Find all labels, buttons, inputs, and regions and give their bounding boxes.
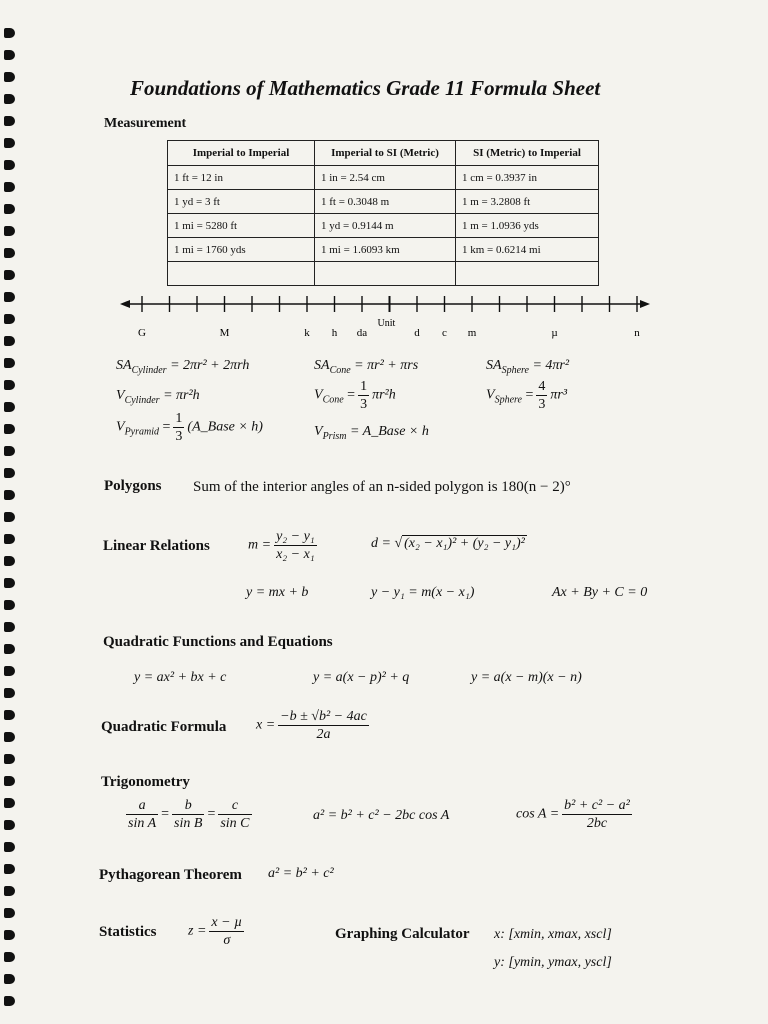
table-cell: 1 mi = 1.6093 km	[315, 238, 456, 262]
formula-cosine-law: a² = b² + c² − 2bc cos A	[313, 808, 450, 823]
measurement-heading: Measurement	[104, 116, 187, 131]
col-si-to-imperial: SI (Metric) to Imperial	[456, 141, 599, 166]
binding-hole	[4, 776, 15, 786]
linear-relations-heading: Linear Relations	[103, 538, 210, 554]
prefix-label: da	[356, 327, 368, 339]
graphing-calculator-heading: Graphing Calculator	[335, 926, 470, 942]
prefix-label: h	[331, 327, 338, 339]
binding-hole	[4, 996, 15, 1006]
col-imperial-to-imperial: Imperial to Imperial	[168, 141, 315, 166]
table-cell	[168, 262, 315, 286]
prefix-label: n	[634, 327, 640, 339]
binding-hole	[4, 94, 15, 104]
prefix-label: G	[138, 327, 146, 339]
formula-point-slope: y − y₁ = m(x − x₁)	[371, 585, 475, 600]
calculator-y-window: y: [ymin, ymax, yscl]	[494, 955, 612, 970]
table-cell	[456, 262, 599, 286]
table-row	[168, 214, 599, 238]
binding-hole	[4, 72, 15, 82]
table-cell: 1 cm = 0.3937 in	[456, 166, 599, 190]
prefix-label: c	[442, 327, 447, 339]
formula-v-cylinder: $V_{Cylinder} = \pi r^2h$	[116, 388, 200, 406]
formula-slope-intercept: y = mx + b	[246, 585, 309, 600]
formula-z-score: z = $\frac{\text{x − µ}}{\sigma}$	[188, 915, 243, 948]
binding-hole	[4, 556, 15, 566]
prefix-label: M	[219, 327, 230, 339]
binding-hole	[4, 930, 15, 940]
formula-distance: d = √ (x₂ − x₁)² + (y₂ − y₁)²	[371, 536, 525, 551]
conversion-table	[167, 140, 599, 286]
binding-hole	[4, 160, 15, 170]
binding-hole	[4, 512, 15, 522]
binding-hole	[4, 710, 15, 720]
binding-hole	[4, 380, 15, 390]
formula-v-pyramid: $V_{Pyramid}$ = $\frac{1}{3}$ (A_Base × h)	[116, 411, 263, 444]
prefix-label: k	[304, 327, 310, 339]
arrow-left-icon	[120, 300, 130, 308]
formula-v-sphere: $V_{Sphere}$ = $\frac{4}{3}$ πr³	[486, 379, 568, 412]
binding-hole	[4, 864, 15, 874]
prefix-label: d	[414, 327, 420, 339]
binding-hole	[4, 116, 15, 126]
table-cell: 1 ft = 0.3048 m	[315, 190, 456, 214]
formula-v-cone: $V_{Cone}$ = $\frac{1}{3}$ πr²h	[314, 379, 396, 412]
formula-sine-law: $\frac{a}{\text{sin A}}$ = $\frac{b}{\text{sin B}}$ = $\frac{c}{\text{sin C}}$	[128, 798, 250, 831]
binding-hole	[4, 248, 15, 258]
binding-hole	[4, 666, 15, 676]
arrow-right-icon	[640, 300, 650, 308]
table-row	[168, 262, 599, 286]
unit-label: Unit	[377, 318, 396, 329]
pythagorean-heading: Pythagorean Theorem	[99, 867, 242, 883]
formula-slope: m = $\frac{\text{y₂ − y₁}}{\text{x₂ − x₁}}$	[248, 529, 315, 562]
spiral-binding-holes	[0, 0, 22, 1024]
formula-factored-form: y = a(x − m)(x − n)	[471, 670, 582, 685]
binding-hole	[4, 226, 15, 236]
formula-general-form: Ax + By + C = 0	[552, 585, 648, 600]
binding-hole	[4, 138, 15, 148]
table-row	[168, 166, 599, 190]
binding-hole	[4, 336, 15, 346]
binding-hole	[4, 886, 15, 896]
binding-hole	[4, 688, 15, 698]
quadratic-functions-heading: Quadratic Functions and Equations	[103, 634, 333, 650]
polygons-text: Sum of the interior angles of an n-sided polygon is 180(n − 2)°	[193, 479, 571, 495]
formula-sa-sphere: $SA_{Sphere} = 4\pi r^2$	[486, 358, 570, 376]
prefix-label: m	[467, 327, 477, 339]
table-row	[168, 190, 599, 214]
binding-hole	[4, 424, 15, 434]
prefix-label: µ	[551, 327, 558, 339]
table-cell: 1 mi = 1760 yds	[168, 238, 315, 262]
binding-hole	[4, 270, 15, 280]
metric-prefix-number-line	[120, 292, 660, 342]
binding-hole	[4, 468, 15, 478]
formula-cosine-angle: cos A = $\frac{\text{b² + c² − a²}}{2bc}$	[516, 798, 630, 831]
binding-hole	[4, 292, 15, 302]
binding-hole	[4, 974, 15, 984]
quadratic-formula-heading: Quadratic Formula	[101, 719, 227, 735]
binding-hole	[4, 578, 15, 588]
page-title: Foundations of Mathematics Grade 11 Formula Sheet	[130, 76, 601, 100]
binding-hole	[4, 50, 15, 60]
binding-hole	[4, 402, 15, 412]
binding-hole	[4, 732, 15, 742]
binding-hole	[4, 622, 15, 632]
binding-hole	[4, 600, 15, 610]
calculator-x-window: x: [xmin, xmax, xscl]	[494, 927, 612, 942]
binding-hole	[4, 754, 15, 764]
formula-quadratic: x = $\frac{\text{−b ± √b² − 4ac}}{2a}$	[256, 709, 367, 742]
formula-sa-cone: $SA_{Cone} = \pi r^2 + \pi rs$	[314, 358, 419, 376]
col-imperial-to-si: Imperial to SI (Metric)	[315, 141, 456, 166]
binding-hole	[4, 182, 15, 192]
table-cell	[315, 262, 456, 286]
table-cell: 1 m = 3.2808 ft	[456, 190, 599, 214]
binding-hole	[4, 534, 15, 544]
binding-hole	[4, 908, 15, 918]
formula-vertex-form: y = a(x − p)² + q	[313, 670, 410, 685]
binding-hole	[4, 842, 15, 852]
polygons-heading: Polygons	[104, 478, 162, 494]
binding-hole	[4, 952, 15, 962]
table-cell: 1 mi = 5280 ft	[168, 214, 315, 238]
binding-hole	[4, 204, 15, 214]
formula-standard-form: y = ax² + bx + c	[134, 670, 227, 685]
binding-hole	[4, 644, 15, 654]
table-cell: 1 m = 1.0936 yds	[456, 214, 599, 238]
table-cell: 1 km = 0.6214 mi	[456, 238, 599, 262]
binding-hole	[4, 820, 15, 830]
binding-hole	[4, 314, 15, 324]
trigonometry-heading: Trigonometry	[101, 774, 190, 790]
table-cell: 1 ft = 12 in	[168, 166, 315, 190]
binding-hole	[4, 490, 15, 500]
formula-pythagorean: a² = b² + c²	[268, 866, 334, 881]
formula-sa-cylinder: $SA_{Cylinder} = 2\pi r^2 + 2\pi rh$	[116, 358, 250, 376]
binding-hole	[4, 358, 15, 368]
table-row	[168, 238, 599, 262]
table-cell: 1 yd = 3 ft	[168, 190, 315, 214]
binding-hole	[4, 798, 15, 808]
formula-v-prism: $V_{Prism}$ = A_Base × h	[314, 424, 429, 442]
binding-hole	[4, 446, 15, 456]
table-cell: 1 yd = 0.9144 m	[315, 214, 456, 238]
statistics-heading: Statistics	[99, 924, 157, 940]
table-cell: 1 in = 2.54 cm	[315, 166, 456, 190]
binding-hole	[4, 28, 15, 38]
